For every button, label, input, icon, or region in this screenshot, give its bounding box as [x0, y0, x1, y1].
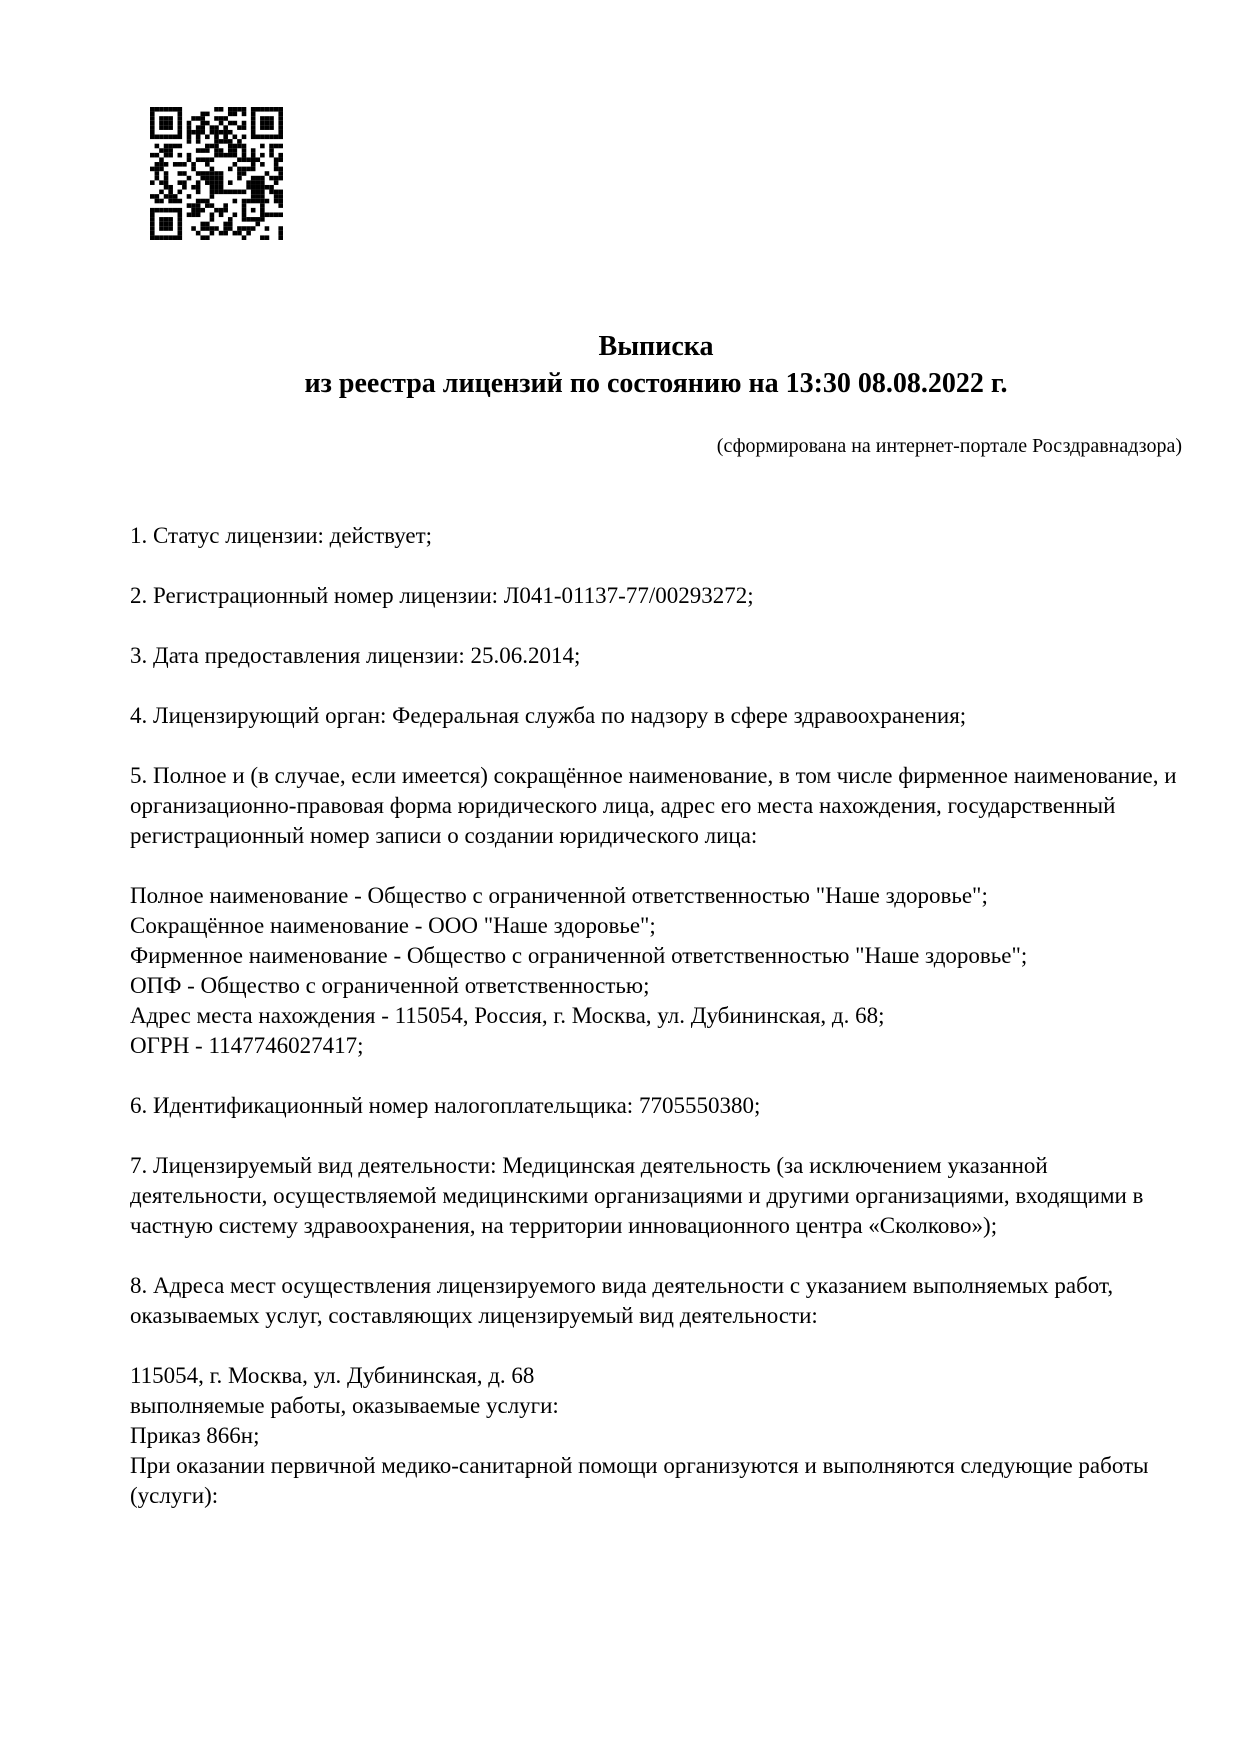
address-works-block — [130, 1361, 1182, 1511]
primary-care-works: При оказании первичной медико-санитарной помощи организуются и выполняются следующие работы (услуги): — [130, 1453, 1149, 1508]
document-title — [130, 328, 1182, 402]
paragraph-addresses-intro: 8. Адреса мест осуществления лицензируемого вида деятельности с указанием выполняемых работ, оказываемых услуг, составляющих лицензируемый вид деятельности: — [130, 1273, 1114, 1328]
paragraph-reg-number: 2. Регистрационный номер лицензии: Л041-01137-77/00293272; — [130, 583, 754, 608]
org-ogrn: ОГРН - 1147746027417; — [130, 1033, 364, 1058]
document-subtitle: (сформирована на интернет-портале Росздравнадзора) — [716, 435, 1182, 457]
paragraph-inn: 6. Идентификационный номер налогоплательщика: 7705550380; — [130, 1093, 761, 1118]
org-address: Адрес места нахождения - 115054, Россия, г. Москва, ул. Дубининская, д. 68; — [130, 1003, 885, 1028]
paragraph-license-date: 3. Дата предоставления лицензии: 25.06.2014; — [130, 643, 581, 668]
work-address: 115054, г. Москва, ул. Дубининская, д. 68 — [130, 1363, 535, 1388]
org-short-name: Сокращённое наименование - ООО "Наше здоровье"; — [130, 913, 656, 938]
org-details-block — [130, 881, 1182, 1061]
title-line-2: из реестра лицензий по состоянию на 13:30 08.08.2022 г. — [304, 368, 1008, 399]
document-body — [130, 521, 1182, 1511]
paragraph-licensing-authority: 4. Лицензирующий орган: Федеральная служба по надзору в сфере здравоохранения; — [130, 703, 967, 728]
paragraph-org-intro: 5. Полное и (в случае, если имеется) сокращённое наименование, в том числе фирменное наименование, и организационно-правовая форма юридического лица, адрес его места нахождения, государственный регистрационный номер записи о создании юридического лица: — [130, 763, 1177, 848]
qr-code-icon — [150, 107, 283, 240]
paragraph-status: 1. Статус лицензии: действует; — [130, 523, 433, 548]
title-line-1: Выписка — [598, 331, 714, 362]
order-reference: Приказ 866н; — [130, 1423, 260, 1448]
org-legal-form: ОПФ - Общество с ограниченной ответственностью; — [130, 973, 650, 998]
org-brand-name: Фирменное наименование - Общество с ограниченной ответственностью "Наше здоровье"; — [130, 943, 1028, 968]
org-full-name: Полное наименование - Общество с ограниченной ответственностью "Наше здоровье"; — [130, 883, 988, 908]
paragraph-activity-type: 7. Лицензируемый вид деятельности: Медицинская деятельность (за исключением указанной деятельности, осуществляемой медицинскими организациями и другими организациями, входящими в частную систему здравоохранения, на территории инновационного центра «Сколково»); — [130, 1153, 1144, 1238]
works-services-label: выполняемые работы, оказываемые услуги: — [130, 1393, 559, 1418]
